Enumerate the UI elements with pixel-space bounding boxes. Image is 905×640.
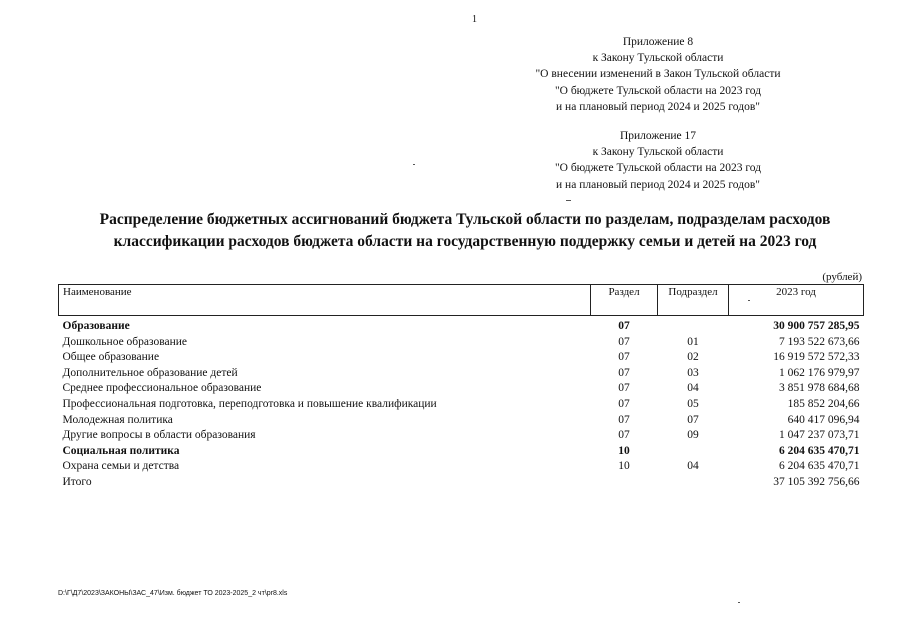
- row-section: 07: [618, 366, 630, 379]
- appendix-17-line: "О бюджете Тульской области на 2023 год: [554, 162, 762, 175]
- row-subsection: 03: [687, 366, 699, 379]
- row-value: 6 204 635 470,71: [779, 444, 860, 457]
- table-row: [59, 444, 864, 460]
- title-line-2: классификации расходов бюджета области на государственную поддержку семьи и детей на 2023 год: [113, 233, 817, 250]
- row-value: 185 852 204,66: [787, 397, 860, 410]
- row-subsection: 09: [687, 429, 699, 442]
- appendix-17-line: Приложение 17: [619, 130, 697, 142]
- table-row: [59, 316, 864, 335]
- units-label: (рублей): [822, 271, 862, 283]
- row-subsection: 02: [687, 351, 699, 364]
- row-section: [591, 475, 658, 491]
- appendix-17-line: и на плановый период 2024 и 2025 годов": [556, 178, 760, 191]
- row-section: 07: [618, 429, 630, 442]
- header-name: Наименование: [59, 285, 591, 316]
- row-value: 640 417 096,94: [787, 413, 860, 426]
- row-name: Дошкольное образование: [62, 335, 188, 348]
- appendix-17-header: [478, 128, 838, 193]
- row-name: Охрана семьи и детства: [62, 460, 180, 473]
- row-value: 1 062 176 979,97: [779, 366, 860, 379]
- page-marker: 1: [472, 14, 477, 25]
- row-name: Общее образование: [62, 351, 160, 364]
- appendix-8-line: "О бюджете Тульской области на 2023 год: [554, 84, 762, 97]
- table-row: [59, 335, 864, 351]
- row-subsection: [658, 316, 729, 335]
- appendix-8-line: к Закону Тульской области: [592, 52, 724, 65]
- row-section: 07: [618, 397, 630, 410]
- row-value: 1 047 237 073,71: [779, 429, 860, 442]
- table-body: [59, 316, 864, 491]
- row-value: 30 900 757 285,95: [773, 320, 860, 332]
- row-section: 07: [618, 320, 630, 332]
- row-name: Итого: [62, 475, 92, 488]
- header-subsection: Подраздел: [658, 285, 729, 316]
- row-section: 07: [618, 382, 630, 395]
- scan-speck: [738, 602, 740, 603]
- row-value: 37 105 392 756,66: [773, 475, 860, 488]
- scan-speck: [566, 200, 571, 201]
- row-subsection: [658, 444, 729, 460]
- table-row: [59, 366, 864, 382]
- row-value: 16 919 572 572,33: [773, 351, 860, 364]
- table-row: [59, 413, 864, 429]
- row-name: Образование: [62, 320, 130, 332]
- row-subsection: 04: [687, 382, 699, 395]
- row-name: Молодежная политика: [62, 413, 173, 426]
- row-section: 07: [618, 413, 630, 426]
- row-section: 07: [618, 335, 630, 348]
- table-header-row: [59, 285, 864, 316]
- row-subsection: 05: [687, 397, 699, 410]
- scan-speck: [748, 300, 750, 301]
- document-title: [60, 209, 870, 253]
- row-name: Профессиональная подготовка, переподготовка и повышение квалификации: [62, 397, 437, 410]
- row-name: Среднее профессиональное образование: [62, 382, 262, 395]
- scan-speck: [413, 164, 415, 165]
- appendix-8-line: Приложение 8: [622, 36, 694, 48]
- row-section: 07: [618, 351, 630, 364]
- row-value: 6 204 635 470,71: [779, 460, 860, 473]
- budget-table: [58, 284, 864, 491]
- row-name: Дополнительное образование детей: [62, 366, 238, 379]
- table-row: [59, 459, 864, 475]
- row-name: Социальная политика: [62, 444, 180, 457]
- file-path-footer: D:\Г\Д7\2023\ЗАКОНЫ\ЗАС_47\Изм. бюджет ТО 2023-2025_2 чт\pr8.xls: [58, 590, 288, 597]
- appendix-8-line: "О внесении изменений в Закон Тульской области: [535, 68, 781, 81]
- row-name: Другие вопросы в области образования: [62, 429, 256, 442]
- table-row: [59, 350, 864, 366]
- table-row: [59, 475, 864, 491]
- row-section: 10: [618, 444, 630, 457]
- table-row: [59, 428, 864, 444]
- row-value: 3 851 978 684,68: [779, 382, 860, 395]
- appendix-8-line: и на плановый период 2024 и 2025 годов": [556, 100, 760, 113]
- appendix-8-header: [478, 34, 838, 115]
- row-subsection: [658, 475, 729, 491]
- appendix-17-line: к Закону Тульской области: [592, 146, 724, 159]
- row-section: 10: [618, 460, 630, 473]
- row-subsection: 01: [687, 335, 699, 348]
- header-section: Раздел: [591, 285, 658, 316]
- row-subsection: 04: [687, 460, 699, 473]
- table-row: [59, 397, 864, 413]
- title-line-1: Распределение бюджетных ассигнований бюджета Тульской области по разделам, подразделам расходов: [99, 211, 831, 228]
- header-year: 2023 год: [729, 285, 864, 316]
- row-subsection: 07: [687, 413, 699, 426]
- row-value: 7 193 522 673,66: [779, 335, 860, 348]
- table-row: [59, 381, 864, 397]
